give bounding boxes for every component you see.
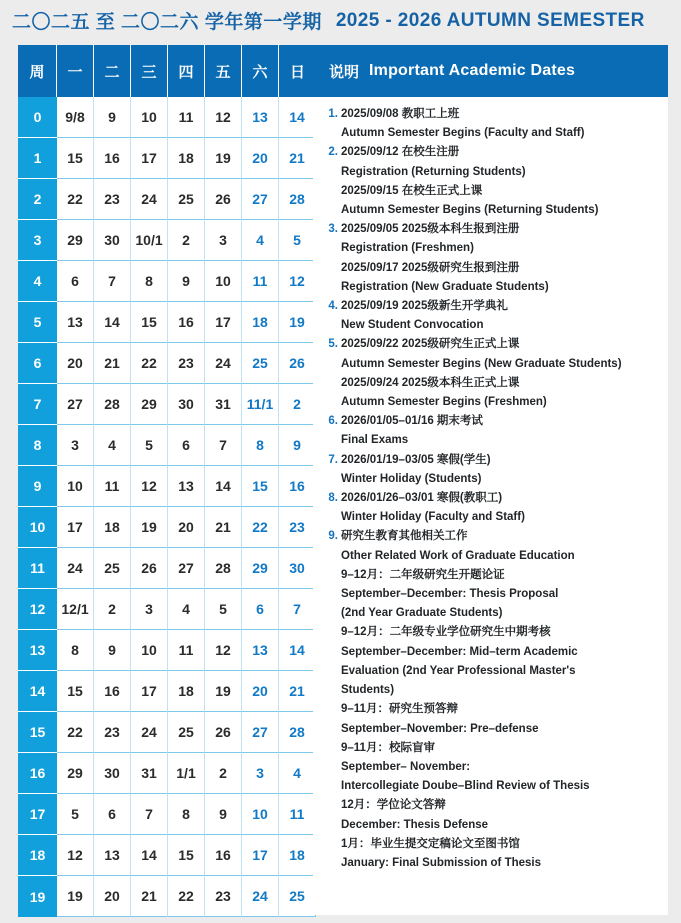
calendar-day-cell: 13: [242, 630, 279, 671]
calendar-day-cell: 12: [279, 261, 316, 302]
entry-line: 2025/09/24 2025级本科生正式上课: [341, 376, 520, 389]
calendar-day-cell: 5: [205, 589, 242, 630]
calendar-day-cell: 24: [205, 343, 242, 384]
calendar-day-cell: 11: [279, 794, 316, 835]
week-number-cell: 5: [18, 302, 57, 343]
entry-line: Autumn Semester Begins (Faculty and Staff): [341, 127, 585, 140]
calendar-day-cell: 17: [57, 507, 94, 548]
calendar-day-cell: 4: [279, 753, 316, 794]
calendar-week-row: [18, 261, 316, 302]
calendar-day-cell: 10/1: [131, 220, 168, 261]
entry-line: September–December: Mid–term Academic: [341, 645, 578, 658]
entry-lines: [341, 451, 660, 489]
calendar-day-cell: 3: [242, 753, 279, 794]
calendar-week-row: [18, 97, 316, 138]
calendar-day-cell: 21: [205, 507, 242, 548]
calendar-day-cell: 12: [131, 466, 168, 507]
entry-line: Autumn Semester Begins (Freshmen): [341, 396, 547, 409]
entry-line: Final Exams: [341, 434, 409, 447]
calendar-day-cell: 6: [57, 261, 94, 302]
week-number-cell: 0: [18, 97, 57, 138]
entry-number: 6.: [328, 415, 338, 428]
entry-line: 2025/09/12 在校生注册: [341, 146, 460, 159]
calendar-day-cell: 23: [94, 712, 131, 753]
entry-number: 5.: [328, 338, 338, 351]
calendar-day-cell: 26: [205, 712, 242, 753]
calendar-week-row: [18, 876, 316, 917]
academic-calendar-table: [18, 45, 316, 917]
calendar-week-row: [18, 753, 316, 794]
calendar-day-cell: 12: [205, 97, 242, 138]
calendar-day-cell: 9: [94, 97, 131, 138]
calendar-header: [18, 45, 316, 97]
week-number-cell: 2: [18, 179, 57, 220]
academic-date-entry: [323, 412, 660, 450]
calendar-day-cell: 16: [168, 302, 205, 343]
calendar-day-cell: 13: [242, 97, 279, 138]
calendar-day-cell: 30: [168, 384, 205, 425]
calendar-day-cell: 5: [57, 794, 94, 835]
academic-date-entry: [323, 335, 660, 412]
calendar-day-cell: 16: [279, 466, 316, 507]
column-header-tuesday: 二: [94, 45, 131, 97]
calendar-day-cell: 29: [242, 548, 279, 589]
calendar-day-cell: 22: [242, 507, 279, 548]
entry-line: 1月：毕业生提交定稿论文至图书馆: [341, 837, 520, 850]
calendar-week-row: [18, 589, 316, 630]
calendar-day-cell: 25: [168, 179, 205, 220]
calendar-day-cell: 10: [242, 794, 279, 835]
academic-date-entry: [323, 143, 660, 220]
calendar-body: [18, 97, 316, 917]
calendar-day-cell: 21: [131, 876, 168, 917]
calendar-day-cell: 28: [279, 712, 316, 753]
calendar-day-cell: 25: [94, 548, 131, 589]
panel-header-english: Important Academic Dates: [369, 62, 576, 79]
calendar-day-cell: 9: [168, 261, 205, 302]
entry-line: 2025/09/19 2025级新生开学典礼: [341, 300, 508, 313]
calendar-day-cell: 8: [131, 261, 168, 302]
calendar-day-cell: 18: [168, 671, 205, 712]
calendar-day-cell: 15: [57, 671, 94, 712]
week-number-cell: 8: [18, 425, 57, 466]
entry-line: Winter Holiday (Faculty and Staff): [341, 511, 525, 524]
calendar-day-cell: 24: [131, 179, 168, 220]
entry-line: 9–11月：研究生预答辩: [341, 703, 458, 716]
entry-line: 9–12月：二年级专业学位研究生中期考核: [341, 626, 551, 639]
calendar-day-cell: 2: [205, 753, 242, 794]
week-number-cell: 6: [18, 343, 57, 384]
calendar-day-cell: 9: [279, 425, 316, 466]
entry-line: 2025/09/08 教职工上班: [341, 108, 460, 120]
calendar-day-cell: 16: [205, 835, 242, 876]
calendar-day-cell: 13: [168, 466, 205, 507]
calendar-day-cell: 26: [279, 343, 316, 384]
calendar-week-row: [18, 302, 316, 343]
calendar-day-cell: 16: [94, 138, 131, 179]
entry-number: 7.: [328, 453, 338, 466]
calendar-day-cell: 26: [205, 179, 242, 220]
calendar-day-cell: 3: [57, 425, 94, 466]
calendar-day-cell: 10: [57, 466, 94, 507]
calendar-week-row: [18, 466, 316, 507]
calendar-day-cell: 23: [94, 179, 131, 220]
entry-line: 2025/09/22 2025级研究生正式上课: [341, 338, 520, 351]
entry-number: 1.: [328, 108, 338, 120]
calendar-week-row: [18, 712, 316, 753]
calendar-day-cell: 8: [168, 794, 205, 835]
week-number-cell: 15: [18, 712, 57, 753]
entry-line: 9–11月：校际盲审: [341, 741, 435, 754]
academic-date-entry: [323, 105, 660, 143]
calendar-day-cell: 21: [94, 343, 131, 384]
calendar-day-cell: 30: [94, 753, 131, 794]
calendar-day-cell: 23: [168, 343, 205, 384]
calendar-day-cell: 6: [94, 794, 131, 835]
calendar-day-cell: 14: [94, 302, 131, 343]
calendar-day-cell: 29: [57, 753, 94, 794]
entry-line: 2025/09/17 2025级研究生报到注册: [341, 261, 520, 274]
entry-line: 2026/01/05–01/16 期末考试: [341, 415, 483, 428]
calendar-day-cell: 14: [131, 835, 168, 876]
entry-line: Registration (New Graduate Students): [341, 280, 549, 293]
entry-line: New Student Convocation: [341, 319, 484, 332]
calendar-day-cell: 3: [205, 220, 242, 261]
academic-date-entry: [323, 489, 660, 527]
calendar-day-cell: 25: [279, 876, 316, 917]
calendar-day-cell: 18: [168, 138, 205, 179]
calendar-day-cell: 25: [242, 343, 279, 384]
calendar-day-cell: 11: [242, 261, 279, 302]
calendar-day-cell: 13: [94, 835, 131, 876]
calendar-day-cell: 28: [94, 384, 131, 425]
entry-line: 2025/09/15 在校生正式上课: [341, 184, 483, 197]
calendar-day-cell: 18: [94, 507, 131, 548]
calendar-day-cell: 3: [131, 589, 168, 630]
entry-line: Autumn Semester Begins (New Graduate Students): [341, 357, 622, 370]
entry-lines: [341, 489, 660, 527]
entry-number: 9.: [328, 530, 338, 543]
entry-line: December: Thesis Defense: [341, 818, 489, 831]
week-number-cell: 14: [18, 671, 57, 712]
week-number-cell: 11: [18, 548, 57, 589]
calendar-day-cell: 8: [242, 425, 279, 466]
entry-line: 12月：学位论文答辩: [341, 799, 446, 812]
calendar-week-row: [18, 138, 316, 179]
calendar-day-cell: 13: [57, 302, 94, 343]
calendar-day-cell: 28: [279, 179, 316, 220]
week-number-cell: 4: [18, 261, 57, 302]
calendar-day-cell: 27: [57, 384, 94, 425]
calendar-day-cell: 14: [279, 97, 316, 138]
calendar-week-row: [18, 671, 316, 712]
calendar-day-cell: 7: [94, 261, 131, 302]
calendar-day-cell: 10: [131, 97, 168, 138]
calendar-day-cell: 11: [94, 466, 131, 507]
calendar-day-cell: 21: [279, 138, 316, 179]
calendar-day-cell: 25: [168, 712, 205, 753]
entry-line: Winter Holiday (Students): [341, 472, 482, 485]
entry-line: 2025/09/05 2025级本科生报到注册: [341, 223, 520, 236]
calendar-day-cell: 17: [131, 138, 168, 179]
calendar-day-cell: 17: [131, 671, 168, 712]
calendar-day-cell: 22: [57, 712, 94, 753]
calendar-day-cell: 12/1: [57, 589, 94, 630]
week-number-cell: 7: [18, 384, 57, 425]
calendar-day-cell: 4: [94, 425, 131, 466]
calendar-day-cell: 29: [57, 220, 94, 261]
entry-line: Registration (Returning Students): [341, 165, 526, 178]
column-header-sunday: 日: [279, 45, 316, 97]
calendar-day-cell: 2: [279, 384, 316, 425]
calendar-week-row: [18, 220, 316, 261]
calendar-day-cell: 11/1: [242, 384, 279, 425]
page-title-bar: [0, 0, 681, 41]
column-header-saturday: 六: [242, 45, 279, 97]
calendar-day-cell: 27: [242, 179, 279, 220]
calendar-day-cell: 7: [131, 794, 168, 835]
calendar-day-cell: 15: [242, 466, 279, 507]
academic-date-entry: [323, 220, 660, 297]
calendar-day-cell: 29: [131, 384, 168, 425]
calendar-day-cell: 19: [131, 507, 168, 548]
entry-lines: [341, 412, 660, 450]
calendar-week-row: [18, 507, 316, 548]
calendar-day-cell: 5: [131, 425, 168, 466]
calendar-day-cell: 5: [279, 220, 316, 261]
calendar-day-cell: 19: [205, 138, 242, 179]
week-number-cell: 19: [18, 876, 57, 917]
calendar-day-cell: 9/8: [57, 97, 94, 138]
calendar-day-cell: 24: [131, 712, 168, 753]
calendar-day-cell: 30: [94, 220, 131, 261]
calendar-day-cell: 2: [168, 220, 205, 261]
entry-line: (2nd Year Graduate Students): [341, 607, 503, 620]
entry-lines: [341, 297, 660, 335]
entry-lines: [341, 335, 660, 412]
week-number-cell: 13: [18, 630, 57, 671]
column-header-monday: 一: [57, 45, 94, 97]
entry-lines: [341, 527, 660, 873]
calendar-day-cell: 7: [205, 425, 242, 466]
calendar-day-cell: 9: [205, 794, 242, 835]
calendar-day-cell: 6: [242, 589, 279, 630]
calendar-day-cell: 19: [57, 876, 94, 917]
calendar-day-cell: 12: [57, 835, 94, 876]
week-number-cell: 3: [18, 220, 57, 261]
calendar-week-row: [18, 835, 316, 876]
calendar-day-cell: 11: [168, 97, 205, 138]
calendar-day-cell: 23: [205, 876, 242, 917]
calendar-day-cell: 12: [205, 630, 242, 671]
calendar-day-cell: 20: [242, 671, 279, 712]
week-number-cell: 17: [18, 794, 57, 835]
calendar-header-row: [18, 45, 316, 97]
calendar-day-cell: 4: [242, 220, 279, 261]
calendar-week-row: [18, 794, 316, 835]
calendar-day-cell: 18: [279, 835, 316, 876]
calendar-day-cell: 22: [131, 343, 168, 384]
entry-line: September–December: Thesis Proposal: [341, 588, 559, 601]
academic-date-entry: [323, 297, 660, 335]
calendar-day-cell: 26: [131, 548, 168, 589]
entry-line: September– November:: [341, 760, 471, 773]
column-header-friday: 五: [205, 45, 242, 97]
calendar-day-cell: 22: [168, 876, 205, 917]
calendar-day-cell: 22: [57, 179, 94, 220]
calendar-day-cell: 28: [205, 548, 242, 589]
panel-body: [313, 97, 668, 873]
calendar-day-cell: 15: [168, 835, 205, 876]
calendar-day-cell: 16: [94, 671, 131, 712]
calendar-day-cell: 31: [131, 753, 168, 794]
calendar-day-cell: 31: [205, 384, 242, 425]
entry-line: 2026/01/26–03/01 寒假(教职工): [341, 492, 503, 505]
entry-line: September–November: Pre–defense: [341, 722, 539, 735]
panel-header: [313, 45, 668, 97]
calendar-week-row: [18, 179, 316, 220]
calendar-day-cell: 18: [242, 302, 279, 343]
week-number-cell: 16: [18, 753, 57, 794]
calendar-week-row: [18, 343, 316, 384]
entry-line: Evaluation (2nd Year Professional Master's: [341, 664, 576, 677]
entry-lines: [341, 105, 660, 143]
calendar-day-cell: 8: [57, 630, 94, 671]
column-header-week: 周: [18, 45, 57, 97]
calendar-day-cell: 11: [168, 630, 205, 671]
calendar-day-cell: 30: [279, 548, 316, 589]
panel-header-chinese: 说明: [329, 63, 360, 81]
entry-number: 3.: [328, 223, 338, 236]
calendar-day-cell: 17: [242, 835, 279, 876]
week-number-cell: 18: [18, 835, 57, 876]
calendar-day-cell: 4: [168, 589, 205, 630]
calendar-day-cell: 7: [279, 589, 316, 630]
entry-number: 8.: [328, 492, 338, 505]
calendar-day-cell: 15: [131, 302, 168, 343]
calendar-week-row: [18, 425, 316, 466]
entry-line: Intercollegiate Doube–Blind Review of Thesis: [341, 780, 590, 793]
academic-date-entry: [323, 451, 660, 489]
week-number-cell: 1: [18, 138, 57, 179]
entry-lines: [341, 220, 660, 297]
calendar-day-cell: 20: [242, 138, 279, 179]
week-number-cell: 10: [18, 507, 57, 548]
column-header-thursday: 四: [168, 45, 205, 97]
column-header-wednesday: 三: [131, 45, 168, 97]
entry-lines: [341, 143, 660, 220]
calendar-day-cell: 27: [242, 712, 279, 753]
calendar-day-cell: 19: [279, 302, 316, 343]
calendar-day-cell: 1/1: [168, 753, 205, 794]
week-number-cell: 9: [18, 466, 57, 507]
calendar-day-cell: 27: [168, 548, 205, 589]
page-title-english: 2025 - 2026 AUTUMN SEMESTER: [335, 9, 645, 31]
calendar-day-cell: 14: [205, 466, 242, 507]
calendar-week-row: [18, 548, 316, 589]
calendar-day-cell: 15: [57, 138, 94, 179]
week-number-cell: 12: [18, 589, 57, 630]
calendar-day-cell: 9: [94, 630, 131, 671]
entry-line: 研究生教育其他相关工作: [341, 530, 468, 543]
calendar-day-cell: 20: [57, 343, 94, 384]
calendar-day-cell: 21: [279, 671, 316, 712]
entry-line: Registration (Freshmen): [341, 242, 474, 255]
calendar-week-row: [18, 384, 316, 425]
page-title-chinese: 二〇二五 至 二〇二六 学年第一学期: [12, 12, 322, 33]
entry-line: January: Final Submission of Thesis: [341, 856, 542, 869]
calendar-day-cell: 20: [168, 507, 205, 548]
calendar-day-cell: 2: [94, 589, 131, 630]
calendar-day-cell: 23: [279, 507, 316, 548]
entry-line: Other Related Work of Graduate Education: [341, 549, 575, 562]
important-dates-panel: [313, 45, 668, 915]
entry-line: 9–12月：二年级研究生开题论证: [341, 568, 505, 581]
entry-line: Autumn Semester Begins (Returning Students): [341, 204, 599, 217]
entry-number: 2.: [328, 146, 338, 159]
calendar-day-cell: 10: [131, 630, 168, 671]
calendar-day-cell: 24: [57, 548, 94, 589]
entry-number: 4.: [328, 300, 338, 313]
calendar-day-cell: 19: [205, 671, 242, 712]
content-wrap: [0, 41, 681, 923]
calendar-day-cell: 17: [205, 302, 242, 343]
academic-date-entry: [323, 527, 660, 873]
calendar-day-cell: 6: [168, 425, 205, 466]
calendar-day-cell: 14: [279, 630, 316, 671]
calendar-week-row: [18, 630, 316, 671]
entry-line: 2026/01/19–03/05 寒假(学生): [341, 453, 491, 466]
calendar-day-cell: 10: [205, 261, 242, 302]
calendar-day-cell: 20: [94, 876, 131, 917]
entry-line: Students): [341, 684, 395, 697]
calendar-day-cell: 24: [242, 876, 279, 917]
